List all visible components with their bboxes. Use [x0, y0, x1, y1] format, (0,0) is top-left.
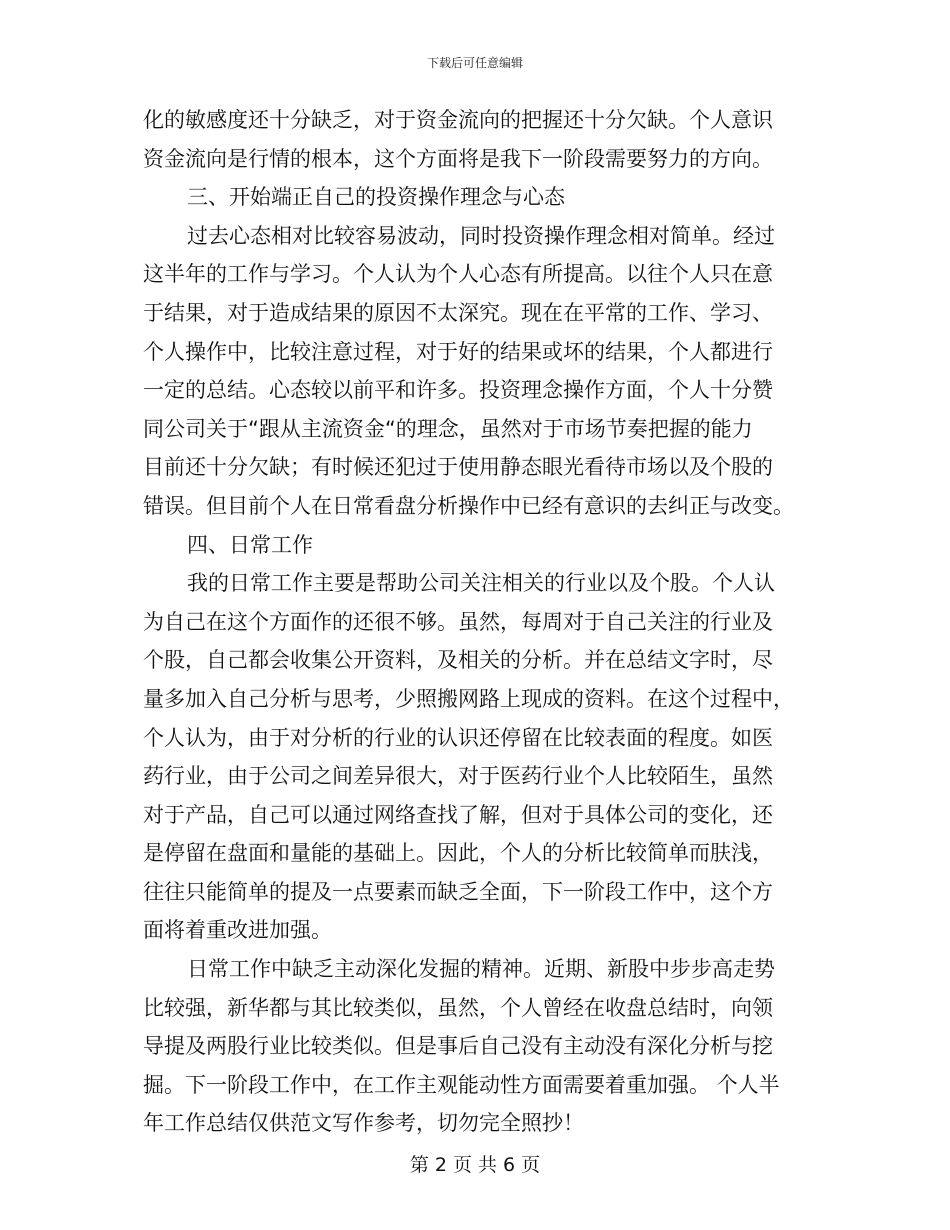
section-heading-3: 三、开始端正自己的投资操作理念与心态	[187, 185, 565, 210]
text-line: 这半年的工作与学习。个人认为个人心态有所提高。以往个人只在意	[143, 262, 773, 287]
text-line: 往往只能简单的提及一点要素而缺乏全面，下一阶段工作中，这个方	[143, 879, 773, 904]
page-number: 第 2 页 共 6 页	[409, 1154, 541, 1176]
text-line: 资金流向是行情的根本，这个方面将是我下一阶段需要努力的方向。	[143, 146, 773, 171]
text-line: 同公司关于“跟从主流资金“的理念，虽然对于市场节奏把握的能力	[143, 416, 753, 441]
document-body	[143, 101, 803, 1143]
text-line: 个股，自己都会收集公开资料，及相关的分析。并在总结文字时，尽	[143, 648, 773, 673]
text-line: 一定的总结。心态较以前平和许多。投资理念操作方面，个人十分赞	[143, 378, 773, 403]
text-line: 年工作总结仅供范文写作参考，切勿完全照抄！	[143, 1111, 584, 1136]
text-line: 化的敏感度还十分缺乏，对于资金流向的把握还十分欠缺。个人意识	[143, 108, 773, 132]
text-line: 掘。下一阶段工作中，在工作主观能动性方面需要着重加强。 个人半	[143, 1072, 780, 1097]
text-line: 我的日常工作主要是帮助公司关注相关的行业以及个股。个人认	[187, 571, 775, 596]
text-line: 面将着重改进加强。	[143, 918, 332, 943]
text-line: 日常工作中缺乏主动深化发掘的精神。近期、新股中步步高走势	[187, 957, 775, 982]
text-line: 个人操作中，比较注意过程，对于好的结果或坏的结果，个人都进行	[143, 339, 773, 364]
text-line: 个人认为，由于对分析的行业的认识还停留在比较表面的程度。如医	[143, 725, 773, 750]
text-line: 为自己在这个方面作的还很不够。虽然，每周对于自己关注的行业及	[143, 609, 773, 634]
text-line: 是停留在盘面和量能的基础上。因此，个人的分析比较简单而肤浅，	[143, 841, 773, 866]
text-line: 对于产品，自己可以通过网络查找了解，但对于具体公司的变化，还	[143, 802, 773, 827]
text-line: 目前还十分欠缺；有时候还犯过于使用静态眼光看待市场以及个股的	[143, 455, 773, 480]
page-header: 下载后可任意编辑	[426, 56, 523, 70]
text-line: 过去心态相对比较容易波动，同时投资操作理念相对简单。经过	[187, 223, 775, 248]
text-line: 导提及两股行业比较类似。但是事后自己没有主动没有深化分析与挖	[143, 1034, 773, 1059]
text-line: 量多加入自己分析与思考，少照搬网路上现成的资料。在这个过程中，	[143, 686, 794, 711]
text-line: 错误。但目前个人在日常看盘分析操作中已经有意识的去纠正与改变。	[143, 493, 794, 518]
text-line: 药行业，由于公司之间差异很大，对于医药行业个人比较陌生，虽然	[143, 764, 773, 789]
section-heading-4: 四、日常工作	[187, 532, 313, 557]
text-line: 比较强，新华都与其比较类似，虽然，个人曾经在收盘总结时，向领	[143, 995, 773, 1020]
text-line: 于结果，对于造成结果的原因不太深究。现在在平常的工作、学习、	[143, 300, 773, 325]
